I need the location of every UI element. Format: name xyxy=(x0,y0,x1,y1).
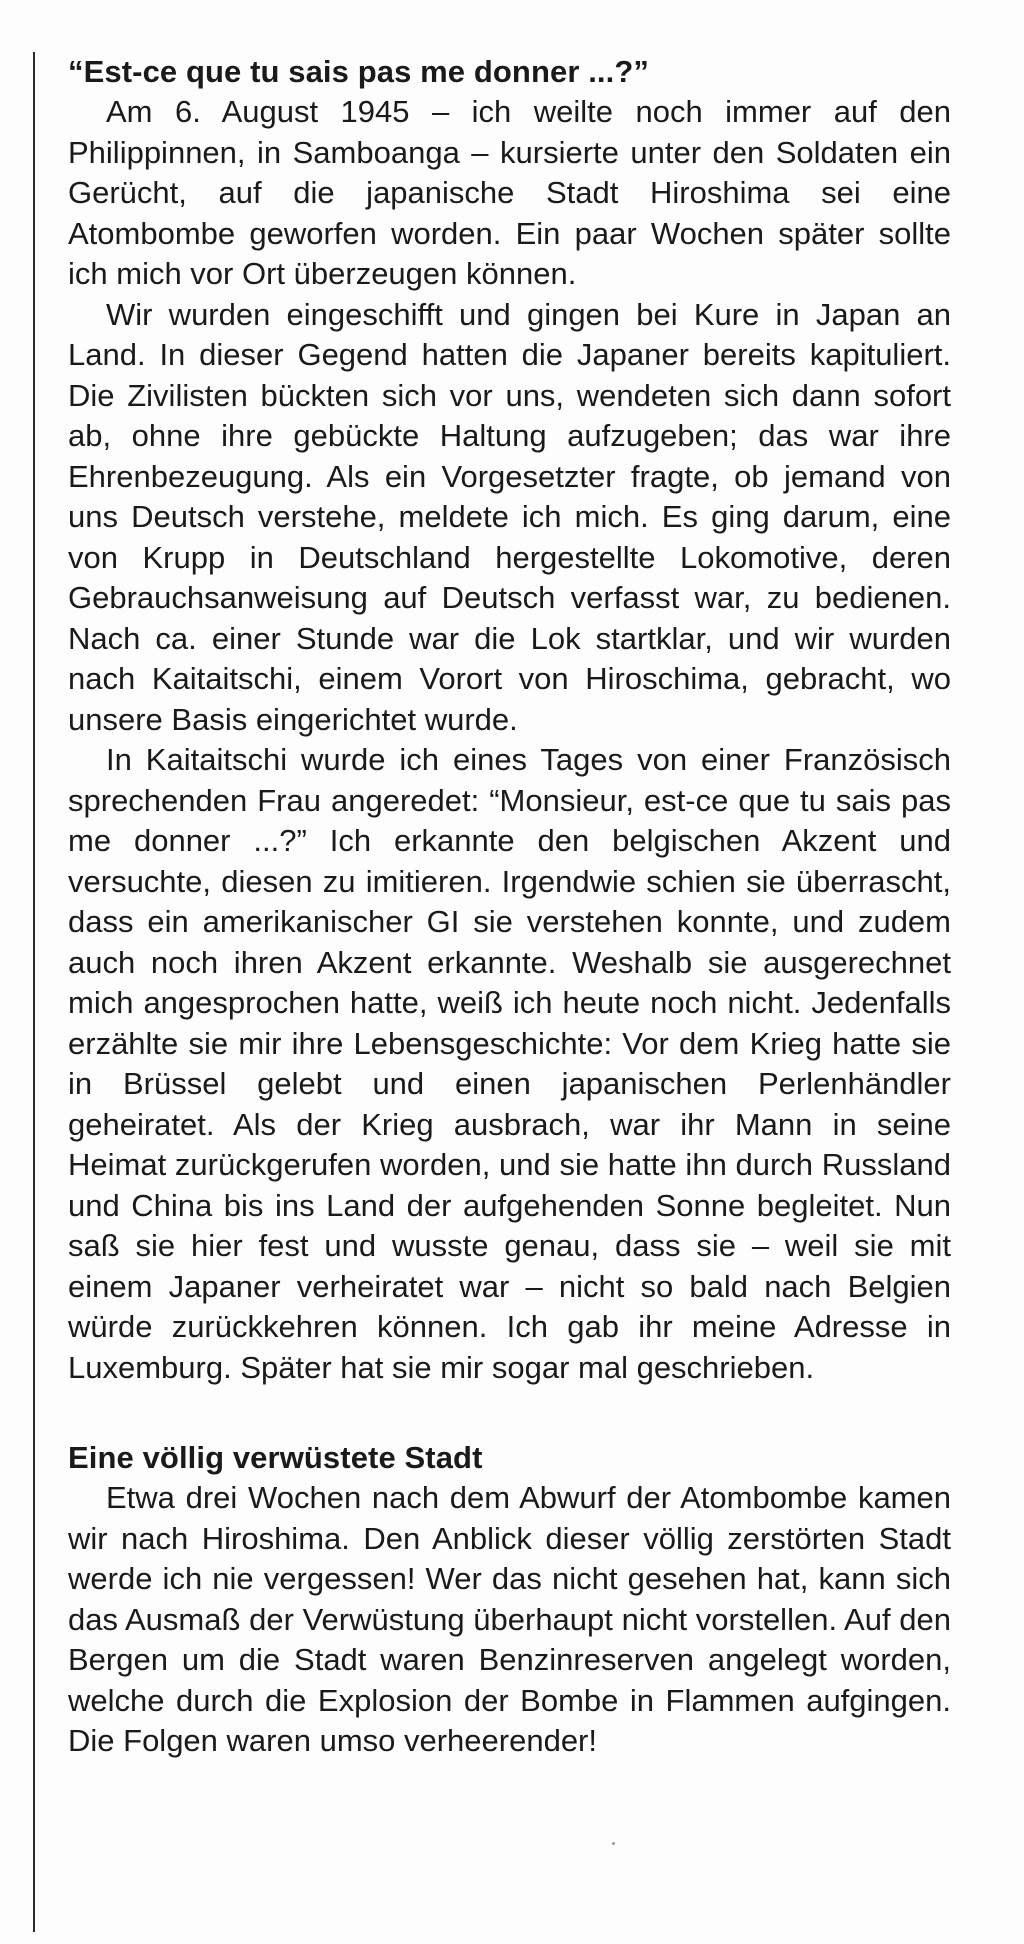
text-column xyxy=(68,52,951,1762)
section-heading-verwuestete-stadt: Eine völlig verwüstete Stadt xyxy=(68,1440,483,1475)
paragraph-kaitaitschi: In Kaitaitschi wurde ich eines Tages von einer Französisch sprechenden Frau angeredet: “Monsieur, est-ce que tu sais pas me donner ...?” Ich erkannte den belgischen Akzent und versuchte, diesen zu imitieren. Irgendwie schien sie überrascht, dass ein amerikanischer GI sie verstehen konnte, und zudem auch noch ihren Akzent erkannte. Weshalb sie ausgerechnet mich angesprochen hatte, weiß ich heute noch nicht. Jedenfalls erzählte sie mir ihre Lebensgeschichte: Vor dem Krieg hatte sie in Brüssel gelebt und einen japanischen Perlenhändler geheiratet. Als der Krieg ausbrach, war ihr Mann in seine Heimat zurückgerufen worden, und sie hatte ihn durch Russland und China bis ins Land der aufgehenden Sonne begleitet. Nun saß sie hier fest und wusste genau, dass sie – weil sie mit einem Japaner verheiratet war – nicht so bald nach Belgien würde zurückkehren können. Ich gab ihr meine Adresse in Luxemburg. Später hat sie mir sogar mal geschrieben. xyxy=(68,742,951,1385)
left-margin-rule xyxy=(33,52,35,1932)
paragraph-kure-japan: Wir wurden eingeschifft und gingen bei Kure in Japan an Land. In dieser Gegend hatten die Japaner bereits kapituliert. Die Zivilisten bückten sich vor uns, wendeten sich dann sofort ab, ohne ihre gebückte Haltung aufzugeben; das war ihre Ehrenbezeugung. Als ein Vorgesetzter fragte, ob jemand von uns Deutsch verstehe, meldete ich mich. Es ging darum, eine von Krupp in Deutschland hergestellte Lokomotive, deren Gebrauchsanweisung auf Deutsch verfasst war, zu bedienen. Nach ca. einer Stunde war die Lok startklar, und wir wurden nach Kaitaitschi, einem Vorort von Hiroschima, gebracht, wo unsere Basis eingerichtet wurde. xyxy=(68,296,951,737)
paragraph-august-1945: Am 6. August 1945 – ich weilte noch immer auf den Philippinnen, in Samboanga – kursierte unter den Soldaten ein Gerücht, auf die japanische Stadt Hiroshima sei eine Atombombe geworfen worden. Ein paar Wochen später sollte ich mich vor Ort überzeugen können. xyxy=(68,94,951,291)
section-heading-est-ce-que: “Est-ce que tu sais pas me donner ...?” xyxy=(68,54,649,89)
scan-speck xyxy=(612,1842,615,1845)
paragraph-hiroshima: Etwa drei Wochen nach dem Abwurf der Atombombe kamen wir nach Hiroshima. Den Anblick dieser völlig zerstörten Stadt werde ich nie vergessen! Wer das nicht gesehen hat, kann sich das Ausmaß der Verwüstung überhaupt nicht vorstellen. Auf den Bergen um die Stadt waren Benzinreserven angelegt worden, welche durch die Explosion der Bombe in Flammen aufgingen. Die Folgen waren umso verheerender! xyxy=(68,1480,951,1758)
